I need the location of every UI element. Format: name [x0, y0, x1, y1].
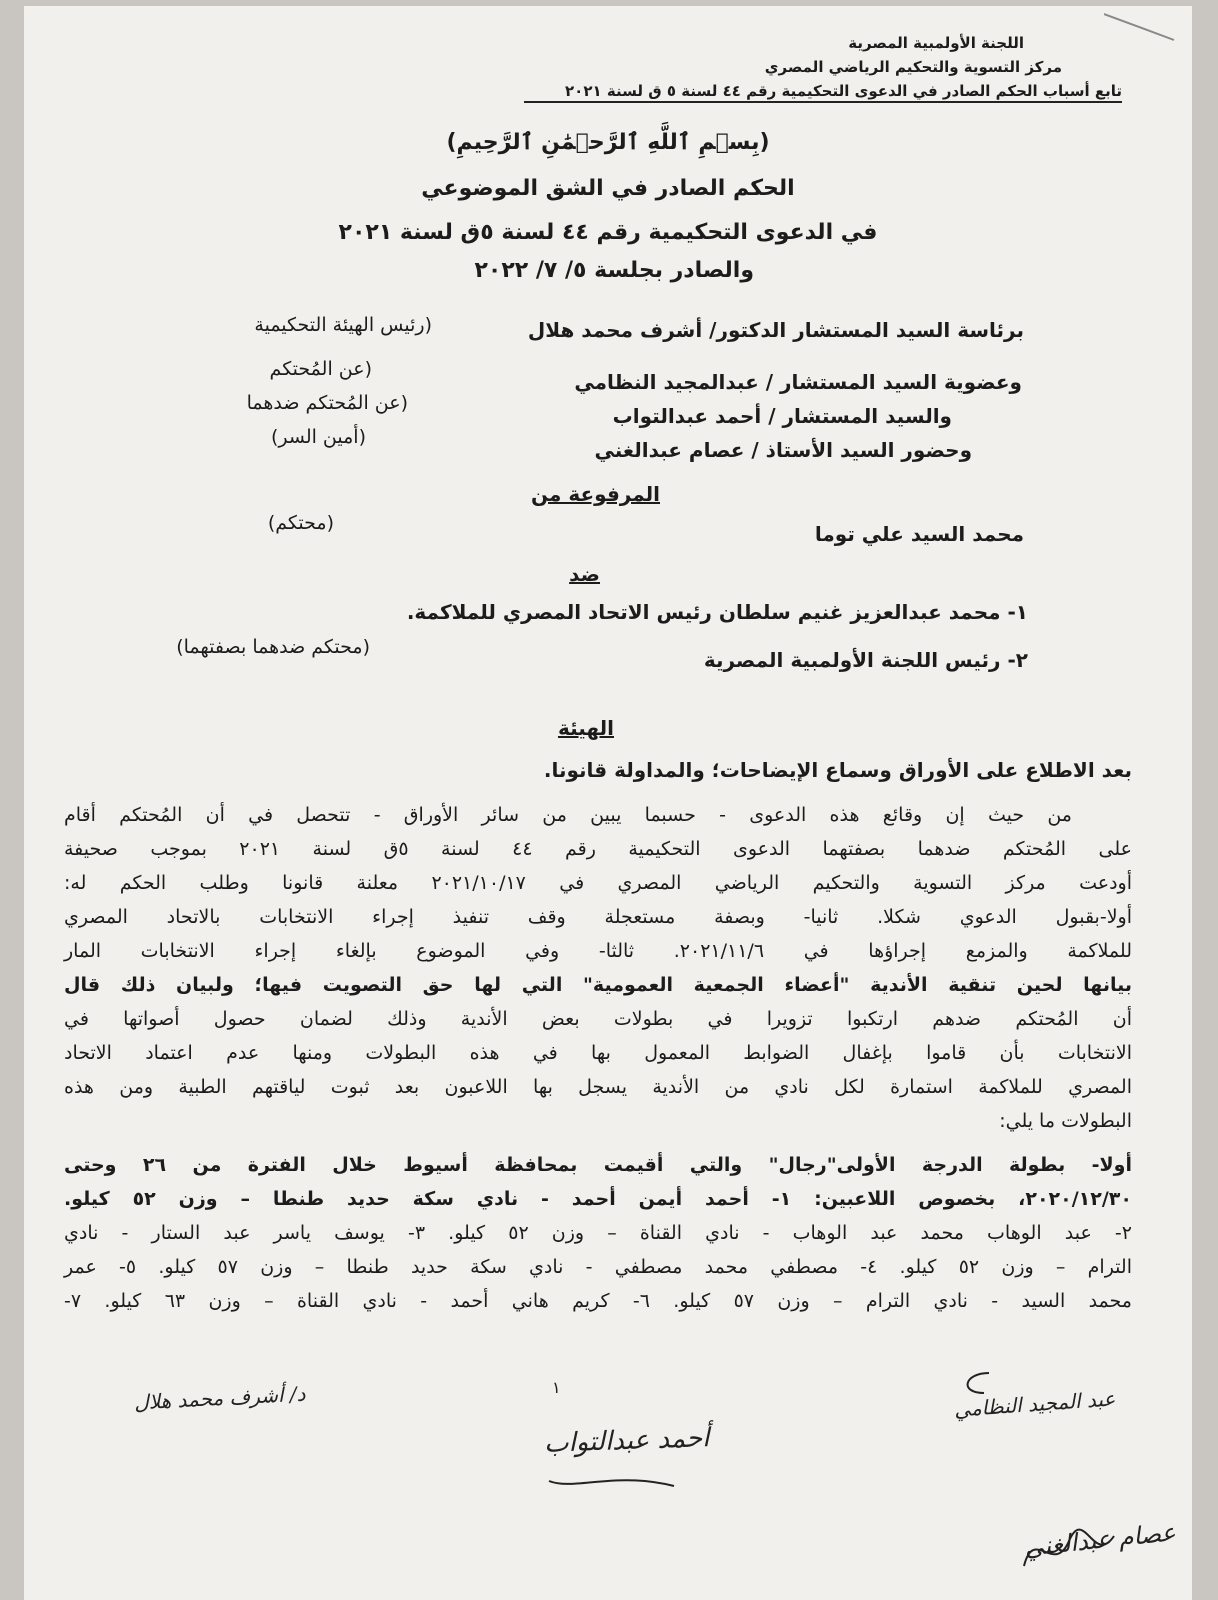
championship-line: ٢٠٢٠/١٢/٣٠، بخصوص اللاعبين: ١- أحمد أيمن أحمد - نادي سكة حديد طنطا – وزن ٥٢ كيلو. [64, 1188, 1132, 1210]
panel-member-2: والسيد المستشار / أحمد عبدالتواب [612, 404, 952, 428]
respondent-1: ١- محمد عبدالعزيز غنيم سلطان رئيس الاتحاد المصري للملاكمة. [406, 600, 1028, 624]
header-org-center: مركز التسوية والتحكيم الرياضي المصري [764, 58, 1062, 76]
claimant-name: محمد السيد علي توما [814, 522, 1024, 546]
panel-member-2-role: (عن المُحتكم ضدهما [246, 392, 408, 414]
against-heading: ضد [569, 562, 600, 586]
facts-line: من حيث إن وقائع هذه الدعوى - حسبما يبين من سائر الأوراق - تتحصل في أن المُحتكم أقام [64, 804, 1072, 826]
signature-scribble-icon [1014, 1506, 1124, 1586]
facts-line: على المُحتكم ضدهما بصفتهما الدعوى التحكيمية رقم ٤٤ لسنة ٥ق لسنة ٢٠٢١ بموجب صحيفة [64, 838, 1132, 860]
respondents-role: (محتكم ضدهما بصفتهما) [176, 636, 370, 658]
championship-paragraph [64, 1148, 1132, 1318]
signature-hook-icon [954, 1368, 994, 1398]
panel-member-1: وعضوية السيد المستشار / عبدالمجيد النظامي [574, 370, 1022, 394]
panel-secretary-role: (أمين السر) [270, 426, 366, 448]
claimant-role: (محتكم) [267, 512, 334, 534]
facts-line: أولا-بقبول الدعوي شكلا. ثانيا- وبصفة مستعجلة وقف تنفيذ إجراء الانتخابات بالاتحاد المصري [64, 906, 1132, 928]
championship-line: محمد السيد - نادي الترام – وزن ٥٧ كيلو. ٦- كريم هاني أحمد - نادي القناة – وزن ٦٣ كيلو. ٧- [64, 1290, 1132, 1312]
header-reference: تابع أسباب الحكم الصادر في الدعوى التحكيمية رقم ٤٤ لسنة ٥ ق لسنة ٢٠٢١ [524, 82, 1122, 103]
signature-stroke-icon [544, 1461, 684, 1501]
signature-member-1: عبد المجيد النظامي [953, 1386, 1117, 1422]
signature-member-2: أحمد عبدالتواب [543, 1423, 710, 1459]
judgment-title: الحكم الصادر في الشق الموضوعي [421, 176, 795, 201]
facts-line: أن المُحتكم ضدهم ارتكبوا تزويرا في بطولات بعض الأندية وذلك لضمان حصول أصواتها في [64, 1008, 1132, 1030]
championship-line: أولا- بطولة الدرجة الأولى"رجال" والتي أقيمت بمحافظة أسيوط خلال الفترة من ٢٦ وحتى [64, 1154, 1132, 1176]
intro-sentence: بعد الاطلاع على الأوراق وسماع الإيضاحات؛ والمداولة قانونا. [543, 758, 1132, 782]
respondent-2: ٢- رئيس اللجنة الأولمبية المصرية [703, 648, 1028, 672]
panel-heading: الهيئة [557, 716, 614, 740]
facts-line: الانتخابات بأن قاموا بإغفال الضوابط المعمول بها في هذه البطولات ومنها عدم اعتماد الاتحاد [64, 1042, 1132, 1064]
facts-line: أودعت مركز التسوية والتحكيم الرياضي المصري في ٢٠٢١/١٠/١٧ معلنة قانونا وطلب الحكم له: [64, 872, 1132, 894]
championship-line: الترام – وزن ٥٢ كيلو. ٤- مصطفي محمد مصطفي - نادي سكة حديد طنطا – وزن ٥٧ كيلو. ٥- عمر [64, 1256, 1132, 1278]
basmala: (بِسۡمِ ٱللَّهِ ٱلرَّحۡمَٰنِ ٱلرَّحِيمِ) [446, 130, 770, 155]
case-number-line: في الدعوى التحكيمية رقم ٤٤ لسنة ٥ق لسنة ٢٠٢١ [338, 220, 878, 245]
facts-line: بيانها لحين تنقية الأندية "أعضاء الجمعية العمومية" التي لها حق التصويت فيها؛ ولبيان ذلك قال [64, 974, 1132, 996]
panel-chair-role: (رئيس الهيئة التحكيمية [254, 314, 432, 336]
panel-chair: برئاسة السيد المستشار الدكتور/ أشرف محمد هلال [527, 318, 1024, 342]
facts-paragraph [64, 798, 1132, 1138]
session-date-line: والصادر بجلسة ٥/ ٧/ ٢٠٢٢ [474, 258, 754, 283]
staple-mark-icon [1104, 6, 1184, 46]
signature-secretary: عصام عبدالغني [1022, 1518, 1177, 1562]
facts-line: البطولات ما يلي: [999, 1110, 1132, 1132]
panel-member-1-role: (عن المُحتكم [269, 358, 372, 380]
championship-line: ٢- عبد الوهاب محمد عبد الوهاب - نادي القناة – وزن ٥٢ كيلو. ٣- يوسف ياسر عبد الستار - نادي [64, 1222, 1132, 1244]
raised-from-heading: المرفوعة من [531, 482, 660, 506]
signature-chair: د/ أشرف محمد هلال [133, 1381, 307, 1415]
facts-line: المصري للملاكمة استمارة لكل نادي من الأندية يسجل بها اللاعبون بعد ثبوت لياقتهم الطبية ومن هذه [64, 1076, 1132, 1098]
page-number: ١ [552, 1378, 561, 1397]
panel-secretary: وحضور السيد الأستاذ / عصام عبدالغني [594, 438, 972, 462]
facts-line: للملاكمة والمزمع إجراؤها في ٢٠٢١/١١/٦. ثالثا- وفي الموضوع بإلغاء إجراء الانتخابات المار [64, 940, 1132, 962]
document-page [24, 6, 1192, 1600]
header-org-olympic: اللجنة الأولمبية المصرية [848, 34, 1024, 52]
